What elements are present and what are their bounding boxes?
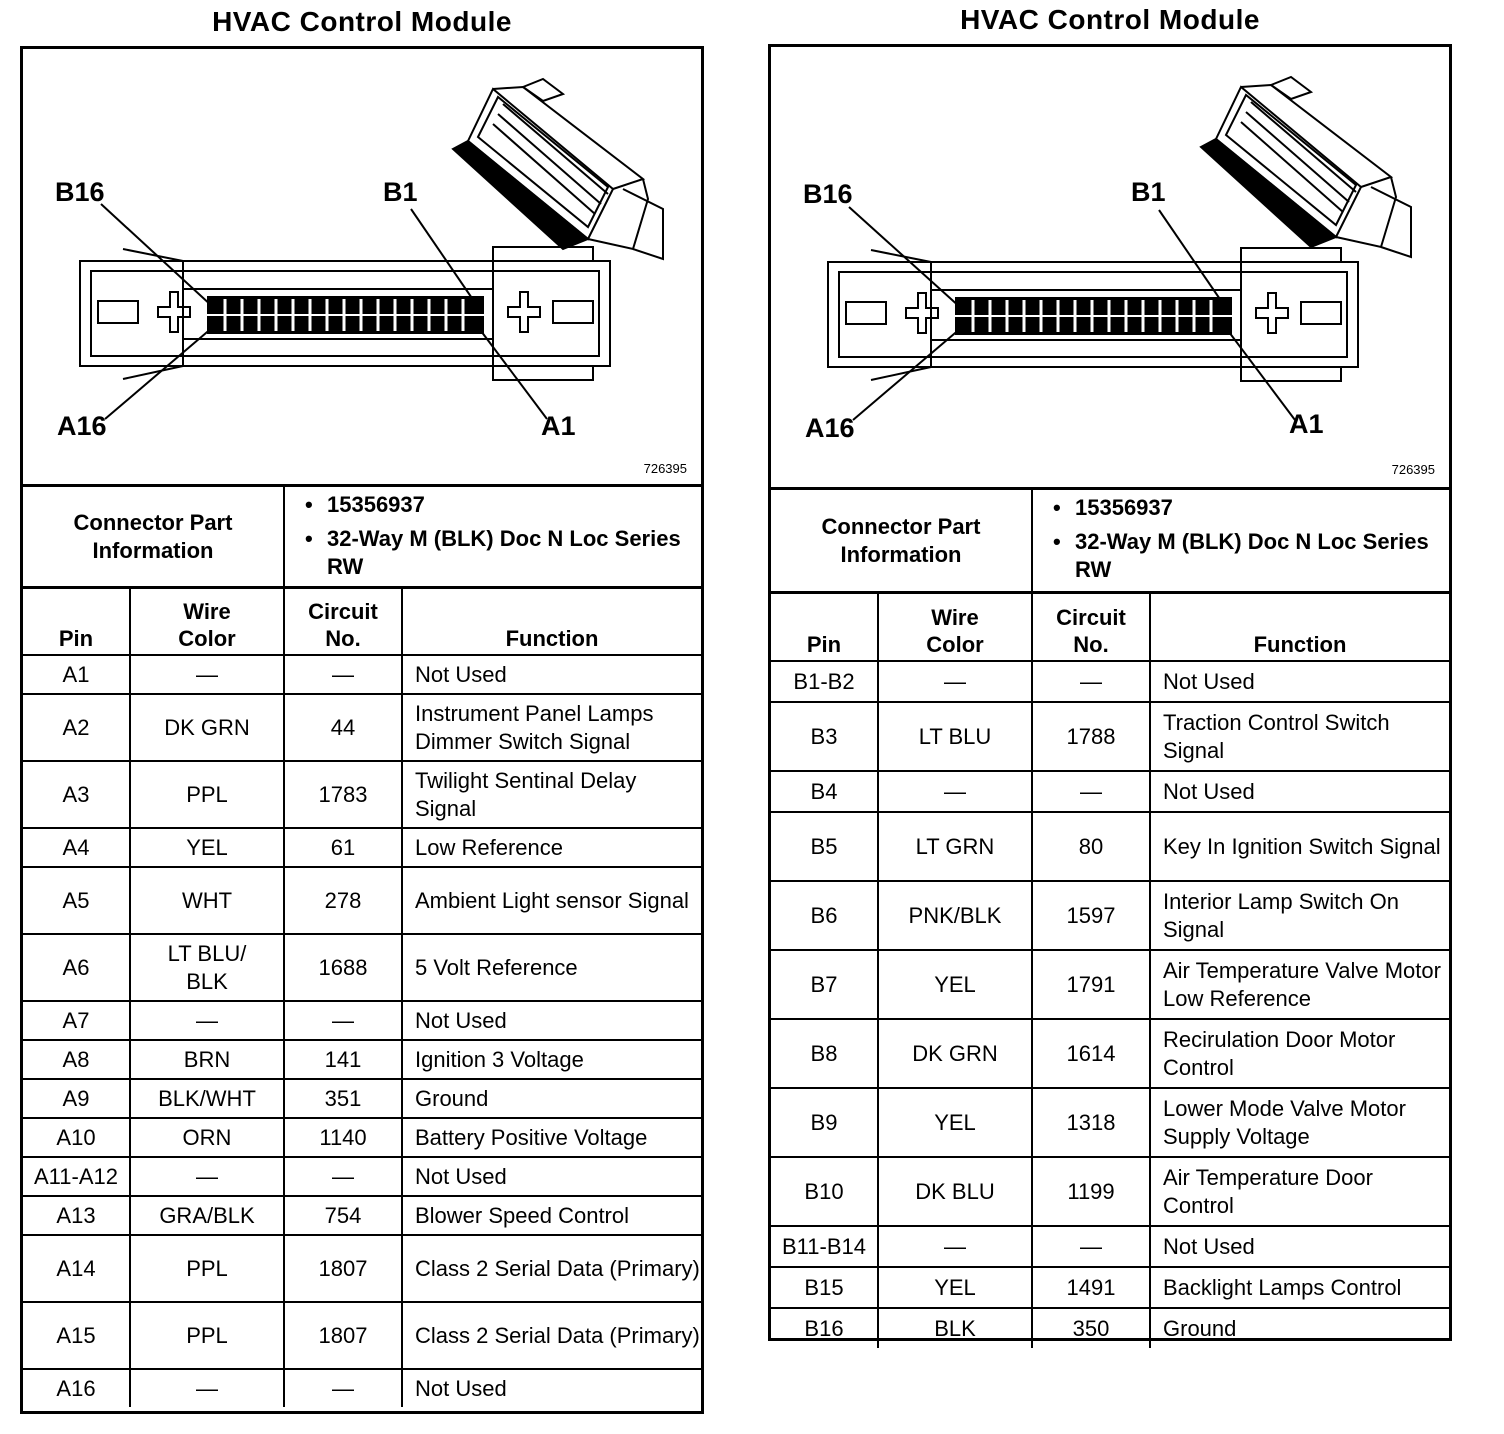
figure-number: 726395 xyxy=(1391,462,1435,477)
circuit-cell: 1788 xyxy=(1032,702,1150,771)
pin-cell: A5 xyxy=(23,867,130,934)
table-row xyxy=(23,1157,701,1196)
table-row xyxy=(771,702,1449,771)
function-cell: Lower Mode Valve Motor Supply Voltage xyxy=(1150,1088,1449,1157)
pin-cell: A10 xyxy=(23,1118,130,1157)
function-cell: Blower Speed Control xyxy=(402,1196,701,1235)
wire-color-cell: — xyxy=(878,1226,1032,1267)
table-row xyxy=(23,1235,701,1302)
label-b1: B1 xyxy=(1131,177,1166,207)
part-number: • 15356937 xyxy=(1075,494,1439,522)
header-wire-color: Wire Color xyxy=(130,589,284,655)
function-cell: Recirulation Door Motor Control xyxy=(1150,1019,1449,1088)
wire-color-cell: LT BLU/ BLK xyxy=(130,934,284,1001)
table-row xyxy=(771,1019,1449,1088)
circuit-cell: — xyxy=(284,1157,402,1196)
right-frame xyxy=(768,44,1452,1341)
circuit-cell: — xyxy=(1032,771,1150,812)
table-row xyxy=(23,828,701,867)
circuit-cell: 80 xyxy=(1032,812,1150,881)
function-cell: Not Used xyxy=(402,1369,701,1407)
pin-cell: B4 xyxy=(771,771,878,812)
pin-cell: B7 xyxy=(771,950,878,1019)
function-cell: Not Used xyxy=(402,655,701,694)
connector-info-values xyxy=(285,487,701,586)
table-row xyxy=(771,661,1449,702)
function-cell: Ambient Light sensor Signal xyxy=(402,867,701,934)
left-connector-diagram xyxy=(23,49,701,487)
wire-color-cell: LT GRN xyxy=(878,812,1032,881)
connector-info-heading: Connector Part Information xyxy=(771,490,1033,591)
label-a1: A1 xyxy=(541,411,576,441)
table-row xyxy=(771,1308,1449,1348)
header-circuit: Circuit No. xyxy=(284,589,402,655)
header-function: Function xyxy=(402,589,701,655)
table-row xyxy=(771,950,1449,1019)
table-row xyxy=(771,1157,1449,1226)
wire-color-cell: DK BLU xyxy=(878,1157,1032,1226)
function-cell: 5 Volt Reference xyxy=(402,934,701,1001)
wire-color-cell: YEL xyxy=(878,950,1032,1019)
table-row xyxy=(23,1079,701,1118)
function-cell: Class 2 Serial Data (Primary) xyxy=(402,1302,701,1369)
wire-color-cell: — xyxy=(130,1001,284,1040)
header-wire-color: Wire Color xyxy=(878,594,1032,661)
wire-color-cell: — xyxy=(878,661,1032,702)
connector-info xyxy=(771,490,1449,594)
connector-info-values xyxy=(1033,490,1449,591)
circuit-cell: 754 xyxy=(284,1196,402,1235)
pin-cell: B16 xyxy=(771,1308,878,1348)
label-b16: B16 xyxy=(803,179,853,209)
circuit-cell: — xyxy=(284,655,402,694)
pin-cell: B1-B2 xyxy=(771,661,878,702)
circuit-cell: 350 xyxy=(1032,1308,1150,1348)
circuit-cell: 61 xyxy=(284,828,402,867)
pin-cell: A6 xyxy=(23,934,130,1001)
table-row xyxy=(23,1118,701,1157)
pinout-table xyxy=(23,589,701,1407)
wire-color-cell: — xyxy=(130,1157,284,1196)
wire-color-cell: PNK/BLK xyxy=(878,881,1032,950)
function-cell: Class 2 Serial Data (Primary) xyxy=(402,1235,701,1302)
table-row xyxy=(771,812,1449,881)
pin-cell: B15 xyxy=(771,1267,878,1308)
circuit-cell: 1688 xyxy=(284,934,402,1001)
pin-cell: A7 xyxy=(23,1001,130,1040)
circuit-cell: 1807 xyxy=(284,1302,402,1369)
wire-color-cell: — xyxy=(130,655,284,694)
wire-color-cell: DK GRN xyxy=(130,694,284,761)
header-circuit: Circuit No. xyxy=(1032,594,1150,661)
wire-color-cell: YEL xyxy=(878,1088,1032,1157)
left-frame xyxy=(20,46,704,1414)
wire-color-cell: — xyxy=(130,1369,284,1407)
circuit-cell: 351 xyxy=(284,1079,402,1118)
table-row xyxy=(23,694,701,761)
function-cell: Instrument Panel Lamps Dimmer Switch Signal xyxy=(402,694,701,761)
label-a1: A1 xyxy=(1289,409,1324,439)
pin-cell: A3 xyxy=(23,761,130,828)
connector-illustration xyxy=(23,49,701,484)
wire-color-cell: WHT xyxy=(130,867,284,934)
table-row xyxy=(23,867,701,934)
part-description: • 32-Way M (BLK) Doc N Loc Series RW xyxy=(1075,528,1439,584)
part-number: • 15356937 xyxy=(327,491,691,519)
table-row xyxy=(771,1088,1449,1157)
wire-color-cell: YEL xyxy=(130,828,284,867)
table-row xyxy=(771,1267,1449,1308)
wire-color-cell: BRN xyxy=(130,1040,284,1079)
label-b16: B16 xyxy=(55,177,105,207)
table-row xyxy=(23,1001,701,1040)
wire-color-cell: LT BLU xyxy=(878,702,1032,771)
function-cell: Twilight Sentinal Delay Signal xyxy=(402,761,701,828)
table-row xyxy=(23,1196,701,1235)
function-cell: Ground xyxy=(402,1079,701,1118)
function-cell: Low Reference xyxy=(402,828,701,867)
wire-color-cell: YEL xyxy=(878,1267,1032,1308)
circuit-cell: 1791 xyxy=(1032,950,1150,1019)
pin-cell: B6 xyxy=(771,881,878,950)
connector-info-heading: Connector Part Information xyxy=(23,487,285,586)
circuit-cell: 141 xyxy=(284,1040,402,1079)
function-cell: Ground xyxy=(1150,1308,1449,1348)
function-cell: Not Used xyxy=(1150,1226,1449,1267)
connector-illustration xyxy=(771,47,1449,487)
wire-color-cell: DK GRN xyxy=(878,1019,1032,1088)
wire-color-cell: — xyxy=(878,771,1032,812)
pin-cell: A9 xyxy=(23,1079,130,1118)
pinout-table xyxy=(771,594,1449,1348)
circuit-cell: — xyxy=(284,1369,402,1407)
table-row xyxy=(771,1226,1449,1267)
function-cell: Not Used xyxy=(1150,661,1449,702)
pin-cell: A14 xyxy=(23,1235,130,1302)
function-cell: Air Temperature Door Control xyxy=(1150,1157,1449,1226)
circuit-cell: 278 xyxy=(284,867,402,934)
connector-3d-icon xyxy=(1201,77,1411,257)
wire-color-cell: BLK xyxy=(878,1308,1032,1348)
circuit-cell: — xyxy=(1032,1226,1150,1267)
function-cell: Key In Ignition Switch Signal xyxy=(1150,812,1449,881)
circuit-cell: 1318 xyxy=(1032,1088,1150,1157)
table-row xyxy=(771,771,1449,812)
label-a16: A16 xyxy=(57,411,107,441)
pin-cell: A11-A12 xyxy=(23,1157,130,1196)
function-cell: Not Used xyxy=(402,1001,701,1040)
circuit-cell: 44 xyxy=(284,694,402,761)
circuit-cell: 1140 xyxy=(284,1118,402,1157)
pin-cell: A15 xyxy=(23,1302,130,1369)
circuit-cell: — xyxy=(1032,661,1150,702)
pin-cell: A4 xyxy=(23,828,130,867)
table-row xyxy=(771,881,1449,950)
connector-info xyxy=(23,487,701,589)
wire-color-cell: PPL xyxy=(130,1302,284,1369)
circuit-cell: 1807 xyxy=(284,1235,402,1302)
circuit-cell: — xyxy=(284,1001,402,1040)
pin-cell: A8 xyxy=(23,1040,130,1079)
pin-cell: A1 xyxy=(23,655,130,694)
header-pin: Pin xyxy=(23,589,130,655)
wire-color-cell: ORN xyxy=(130,1118,284,1157)
left-title: HVAC Control Module xyxy=(212,6,512,37)
connector-3d-icon xyxy=(453,79,663,259)
label-a16: A16 xyxy=(805,413,855,443)
function-cell: Interior Lamp Switch On Signal xyxy=(1150,881,1449,950)
header-pin: Pin xyxy=(771,594,878,661)
function-cell: Not Used xyxy=(1150,771,1449,812)
function-cell: Backlight Lamps Control xyxy=(1150,1267,1449,1308)
right-connector-diagram xyxy=(771,47,1449,490)
pin-cell: A2 xyxy=(23,694,130,761)
figure-number: 726395 xyxy=(643,461,687,476)
circuit-cell: 1783 xyxy=(284,761,402,828)
pin-cell: A13 xyxy=(23,1196,130,1235)
circuit-cell: 1614 xyxy=(1032,1019,1150,1088)
table-row xyxy=(23,761,701,828)
wire-color-cell: PPL xyxy=(130,761,284,828)
function-cell: Traction Control Switch Signal xyxy=(1150,702,1449,771)
pin-cell: B8 xyxy=(771,1019,878,1088)
wire-color-cell: BLK/WHT xyxy=(130,1079,284,1118)
right-title: HVAC Control Module xyxy=(960,4,1260,35)
table-row xyxy=(23,1369,701,1407)
circuit-cell: 1199 xyxy=(1032,1157,1150,1226)
function-cell: Not Used xyxy=(402,1157,701,1196)
table-row xyxy=(23,1302,701,1369)
pin-cell: A16 xyxy=(23,1369,130,1407)
function-cell: Air Temperature Valve Motor Low Reference xyxy=(1150,950,1449,1019)
circuit-cell: 1491 xyxy=(1032,1267,1150,1308)
pin-cell: B5 xyxy=(771,812,878,881)
function-cell: Ignition 3 Voltage xyxy=(402,1040,701,1079)
table-row xyxy=(23,655,701,694)
header-function: Function xyxy=(1150,594,1449,661)
wire-color-cell: GRA/BLK xyxy=(130,1196,284,1235)
table-row xyxy=(23,934,701,1001)
pin-cell: B11-B14 xyxy=(771,1226,878,1267)
label-b1: B1 xyxy=(383,177,418,207)
table-row xyxy=(23,1040,701,1079)
pin-cell: B10 xyxy=(771,1157,878,1226)
circuit-cell: 1597 xyxy=(1032,881,1150,950)
function-cell: Battery Positive Voltage xyxy=(402,1118,701,1157)
part-description: • 32-Way M (BLK) Doc N Loc Series RW xyxy=(327,525,691,581)
pin-cell: B3 xyxy=(771,702,878,771)
pin-cell: B9 xyxy=(771,1088,878,1157)
wire-color-cell: PPL xyxy=(130,1235,284,1302)
